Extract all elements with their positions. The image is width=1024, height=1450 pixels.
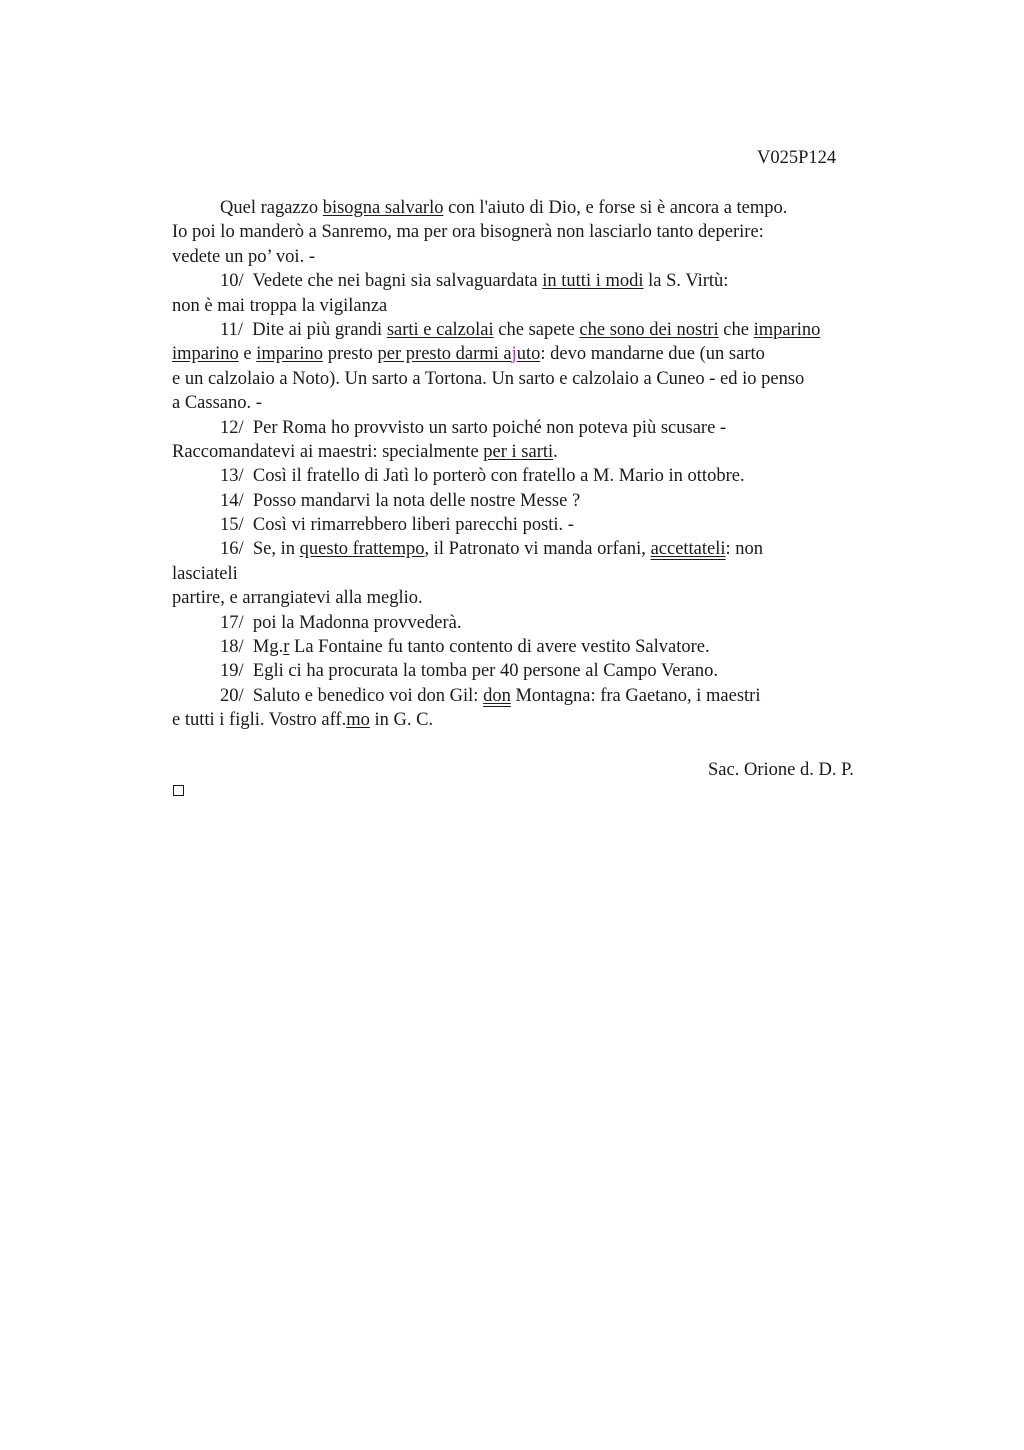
text-segment: 17/ poi la Madonna provvederà. xyxy=(220,612,462,633)
text-segment: : devo mandarne due (un sarto xyxy=(540,344,765,365)
text-segment: , il Patronato vi manda orfani, xyxy=(424,539,651,560)
underlined-text: per i sarti xyxy=(483,441,554,462)
text-segment: Montagna: fra Gaetano, i maestri xyxy=(510,685,761,706)
text-segment: 11/ Dite ai più grandi xyxy=(220,319,387,340)
text-segment: 12/ Per Roma ho provvisto un sarto poiché non poteva più scusare - xyxy=(220,417,727,438)
underlined-text: imparino xyxy=(172,344,239,365)
text-line xyxy=(172,464,902,488)
text-segment: 13/ Così il fratello di Jatì lo porterò con fratello a M. Mario in ottobre. xyxy=(220,466,745,487)
underlined-text: accettateli xyxy=(650,539,726,560)
text-line xyxy=(172,611,902,635)
underlined-text: uto xyxy=(516,344,541,365)
text-segment: Raccomandatevi ai maestri: specialmente xyxy=(172,441,484,462)
document-reference: V025P124 xyxy=(757,148,837,168)
text-segment: 20/ Saluto e benedico voi don Gil: xyxy=(220,685,484,706)
text-line xyxy=(172,635,902,659)
text-segment: vedete un po’ voi. - xyxy=(172,246,315,267)
underlined-text: che sono dei nostri xyxy=(579,319,719,340)
text-segment: a Cassano. - xyxy=(172,393,262,414)
underlined-text: don xyxy=(483,685,511,706)
text-segment: Quel ragazzo xyxy=(220,198,323,218)
text-segment: La Fontaine fu tanto contento di avere vestito Salvatore. xyxy=(289,637,710,658)
text-line xyxy=(172,220,902,244)
text-segment: e xyxy=(238,344,257,365)
text-segment: 10/ Vedete che nei bagni sia salvaguardata xyxy=(220,271,543,292)
checkbox-square-icon xyxy=(173,785,184,796)
text-segment: e tutti i figli. Vostro aff. xyxy=(172,710,347,731)
underlined-text: r xyxy=(283,637,290,658)
text-line xyxy=(172,708,902,732)
underlined-text: imparino xyxy=(256,344,324,365)
text-segment: 19/ Egli ci ha procurata la tomba per 40 persone al Campo Verano. xyxy=(220,661,718,682)
text-segment: 15/ Così vi rimarrebbero liberi parecchi posti. - xyxy=(220,515,574,536)
text-segment: la S. Virtù: xyxy=(643,271,729,292)
text-line xyxy=(172,416,902,440)
text-segment: che sapete xyxy=(493,319,580,340)
text-line xyxy=(172,245,902,269)
text-line xyxy=(172,367,902,391)
text-segment: . xyxy=(553,441,558,462)
signature: Sac. Orione d. D. P. xyxy=(708,760,854,780)
text-line xyxy=(172,196,902,220)
underlined-text: bisogna salvarlo xyxy=(322,198,444,218)
text-segment: 16/ Se, in xyxy=(220,539,300,560)
text-line xyxy=(172,659,902,683)
text-line xyxy=(172,294,902,318)
underlined-text: in tutti i modi xyxy=(542,271,644,292)
text-segment: non è mai troppa la vigilanza xyxy=(172,295,388,316)
text-line xyxy=(172,318,902,342)
text-segment: 18/ Mg. xyxy=(220,637,284,658)
underlined-text: j xyxy=(511,344,517,365)
text-line xyxy=(172,562,902,586)
underlined-text: sarti e calzolai xyxy=(386,319,494,340)
text-segment: presto xyxy=(323,344,378,365)
text-segment: con l'aiuto di Dio, e forse si è ancora a tempo. xyxy=(443,198,788,218)
text-line xyxy=(172,513,902,537)
text-segment: lasciateli xyxy=(172,563,238,584)
underlined-text: mo xyxy=(346,710,370,731)
text-line xyxy=(172,684,902,708)
underlined-text: questo frattempo xyxy=(299,539,425,560)
text-line xyxy=(172,391,902,415)
text-line xyxy=(172,269,902,293)
text-line xyxy=(172,342,902,366)
text-segment: partire, e arrangiatevi alla meglio. xyxy=(172,588,423,609)
underlined-text: per presto darmi a xyxy=(377,344,512,365)
text-segment: 14/ Posso mandarvi la nota delle nostre Messe ? xyxy=(220,490,581,511)
text-segment: in G. C. xyxy=(369,710,434,731)
text-segment: : non xyxy=(725,539,764,560)
text-segment: che xyxy=(718,319,754,340)
text-line xyxy=(172,440,902,464)
text-line xyxy=(172,537,902,561)
text-segment: Io poi lo manderò a Sanremo, ma per ora bisognerà non lasciarlo tanto deperire: xyxy=(172,222,764,243)
text-line xyxy=(172,489,902,513)
letter-body xyxy=(172,196,902,733)
text-segment: e un calzolaio a Noto). Un sarto a Tortona. Un sarto e calzolaio a Cuneo - ed io penso xyxy=(172,368,805,389)
underlined-text: imparino xyxy=(753,319,821,340)
text-line xyxy=(172,586,902,610)
